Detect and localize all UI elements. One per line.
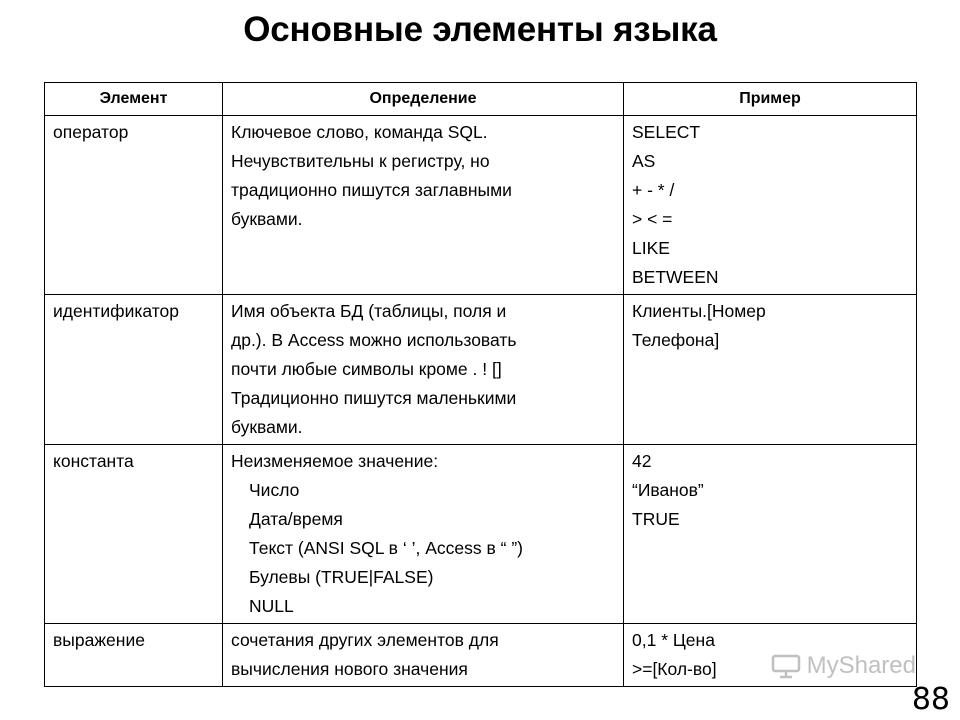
sql-elements-table [44,82,917,687]
column-header-definition: Определение [223,83,624,116]
definition-item: Число [249,480,300,500]
definition-line: Нечувствительны к регистру, но [231,151,490,171]
definition-line: Традиционно пишутся маленькими [231,388,517,408]
definition-intro: Неизменяемое значение: [231,451,439,471]
definition-line: буквами. [231,209,303,229]
definition-line: Имя объекта БД (таблицы, поля и [231,301,507,321]
example-line: + - * / [632,180,675,200]
definition-line: традиционно пишутся заглавными [231,180,512,200]
example-line: > < = [632,209,673,229]
watermark [771,652,916,680]
definition-line: буквами. [231,417,303,437]
example-line: AS [632,151,656,171]
page-title: Основные элементы языка [243,10,717,49]
example-line: TRUE [632,509,680,529]
example-line: BETWEEN [632,267,719,287]
example-line: 42 [632,451,652,471]
definition-line: др.). В Access можно использовать [231,330,517,350]
watermark-text: MyShared [806,652,916,679]
element-cell: оператор [45,116,223,295]
example-line: LIKE [632,238,670,258]
definition-cell [223,624,624,687]
definition-line: сочетания других элементов для [231,630,499,650]
example-line: 0,1 * Цена [632,630,715,650]
element-cell: идентификатор [45,295,223,445]
column-header-example: Пример [624,83,917,116]
example-line: Клиенты.[Номер [632,301,766,321]
definition-cell [223,445,624,624]
table-row [45,445,917,624]
example-line: Телефона] [632,330,720,350]
definition-cell [223,116,624,295]
example-line: “Иванов” [632,480,704,500]
element-cell: выражение [45,624,223,687]
table-row [45,116,917,295]
page-number: 88 [911,682,950,717]
element-cell: константа [45,445,223,624]
table-header-row [45,83,917,116]
presentation-icon [771,653,801,679]
definition-line: Ключевое слово, команда SQL. [231,122,488,142]
definition-line: почти любые символы кроме . ! [] [231,359,502,379]
definition-item: Текст (ANSI SQL в ‘ ’, Access в “ ”) [249,538,523,558]
definition-line: вычисления нового значения [231,659,468,679]
example-cell [624,116,917,295]
example-cell [624,295,917,445]
column-header-element: Элемент [45,83,223,116]
table-row [45,295,917,445]
example-line: SELECT [632,122,701,142]
definition-item: Дата/время [249,509,343,529]
example-cell [624,445,917,624]
definition-item: NULL [249,596,294,616]
definition-item: Булевы (TRUE|FALSE) [249,567,434,587]
example-line: >=[Кол-во] [632,659,717,679]
definition-cell [223,295,624,445]
